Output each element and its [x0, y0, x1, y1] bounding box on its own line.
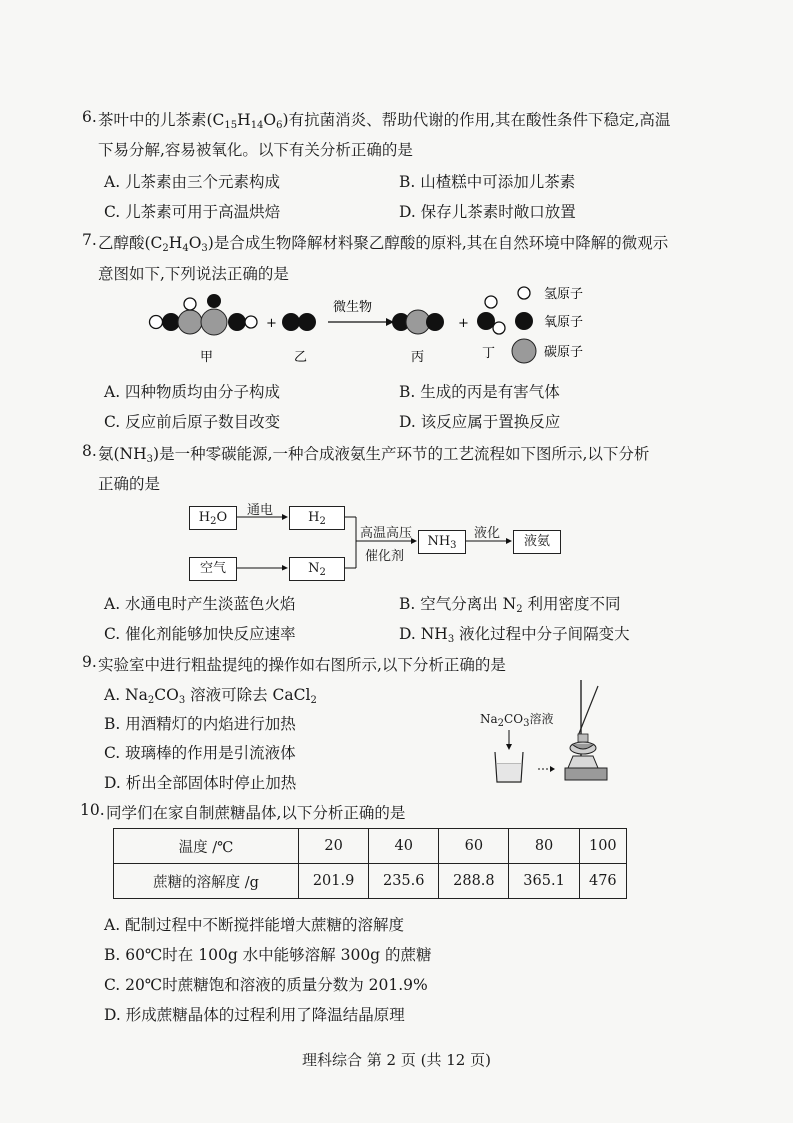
table-cell: 235.6: [369, 864, 439, 899]
q6-option-b: B. 山楂糕中可添加儿茶素: [399, 173, 576, 191]
q6-option-a: A. 儿茶素由三个元素构成: [104, 173, 281, 191]
label-jia: 甲: [200, 350, 214, 365]
legend-carbon: 碳原子: [544, 345, 584, 360]
iron-stand-icon: [565, 680, 607, 780]
table-row-temperature: [114, 829, 627, 864]
q8-stem-line2: 正确的是: [98, 475, 161, 493]
q6-number: 6.: [82, 108, 97, 126]
page-footer: 理科综合 第 2 页 (共 12 页): [302, 1051, 491, 1069]
q8-stem-line1: 氨$(NH_3)$是一种零碳能源,一种合成液氨生产环节的工艺流程如下图所示,以下分析: [98, 445, 650, 465]
table-cell: 100: [579, 829, 626, 864]
q9-option-d: D. 析出全部固体时停止加热: [104, 774, 297, 792]
legend-oxygen: 氧原子: [544, 315, 584, 330]
q9-option-b: B. 用酒精灯的内焰进行加热: [104, 715, 296, 733]
box-water: $H_2O$: [189, 506, 237, 530]
q9-apparatus: [488, 678, 618, 788]
q8-option-a: A. 水通电时产生淡蓝色火焰: [104, 595, 296, 613]
label-yi: 乙: [294, 350, 308, 365]
plus-sign-2: +: [458, 316, 469, 331]
q8-option-d: D. $NH_3$ 液化过程中分子间隔变大: [399, 625, 630, 645]
q10-stem: 同学们在家自制蔗糖晶体,以下分析正确的是: [106, 804, 406, 822]
table-cell: 60: [439, 829, 509, 864]
box-nitrogen: $N_2$: [289, 557, 345, 581]
label-ding: 丁: [482, 346, 496, 361]
q6-stem-line1: 茶叶中的儿茶素$(C_{15}H_{14}O_6)$有抗菌消炎、帮助代谢的作用,其在酸性条件下稳定,高温: [98, 111, 671, 131]
molecule-jia: [150, 294, 258, 335]
label-condition-1: 高温高压: [360, 526, 413, 541]
q6-option-c: C. 儿茶素可用于高温烘焙: [104, 203, 281, 221]
table-row-solubility: [114, 864, 627, 899]
label-condition-2: 催化剂: [365, 549, 405, 564]
molecule-ding: [477, 296, 505, 334]
legend-hydrogen: 氢原子: [544, 287, 584, 302]
molecule-bing: [392, 310, 444, 334]
box-hydrogen: $H_2$: [289, 506, 345, 530]
label-liquefy: 液化: [474, 526, 501, 541]
q7-option-a: A. 四种物质均由分子构成: [104, 383, 281, 401]
table-header-temperature: 温度 /℃: [114, 829, 299, 864]
arrow-label: 微生物: [333, 300, 373, 315]
q7-molecule-diagram: [140, 285, 630, 370]
q9-number: 9.: [82, 653, 97, 671]
box-air: 空气: [189, 557, 237, 581]
table-cell: 20: [299, 829, 369, 864]
q7-stem-line2: 意图如下,下列说法正确的是: [98, 265, 289, 283]
q10-number: 10.: [80, 801, 105, 819]
q9-figure-label: $Na_2CO_3$溶液: [480, 712, 554, 729]
solubility-table: [113, 828, 627, 899]
q6-option-d: D. 保存儿茶素时敞口放置: [399, 203, 576, 221]
q7-option-b: B. 生成的丙是有害气体: [399, 383, 560, 401]
q10-option-d: D. 形成蔗糖晶体的过程利用了降温结晶原理: [104, 1006, 405, 1024]
q7-option-c: C. 反应前后原子数目改变: [104, 413, 281, 431]
q6-stem-line2: 下易分解,容易被氧化。以下有关分析正确的是: [98, 141, 413, 159]
q8-option-c: C. 催化剂能够加快反应速率: [104, 625, 296, 643]
q7-number: 7.: [82, 231, 97, 249]
q9-stem: 实验室中进行粗盐提纯的操作如右图所示,以下分析正确的是: [98, 656, 506, 674]
q10-option-b: B. 60℃时在 100g 水中能够溶解 300g 的蔗糖: [104, 946, 432, 964]
molecule-yi: [282, 313, 316, 331]
table-cell: 80: [509, 829, 579, 864]
table-cell: 288.8: [439, 864, 509, 899]
table-header-solubility: 蔗糖的溶解度 /g: [114, 864, 299, 899]
table-cell: 476: [579, 864, 626, 899]
q8-option-b: B. 空气分离出 $N_2$ 利用密度不同: [399, 595, 621, 615]
box-liquid-ammonia: 液氨: [513, 530, 561, 554]
q7-stem-line1: 乙醇酸$(C_2H_4O_3)$是合成生物降解材料聚乙醇酸的原料,其在自然环境中降解的微观示: [98, 234, 669, 254]
table-cell: 365.1: [509, 864, 579, 899]
legend: [512, 287, 583, 363]
plus-sign-1: +: [266, 316, 277, 331]
table-cell: 201.9: [299, 864, 369, 899]
box-ammonia: $NH_3$: [418, 530, 466, 554]
q9-option-c: C. 玻璃棒的作用是引流液体: [104, 744, 296, 762]
beaker-icon: [495, 752, 523, 782]
label-bing: 丙: [411, 350, 425, 365]
label-electrolysis: 通电: [247, 503, 274, 518]
table-cell: 40: [369, 829, 439, 864]
q10-option-c: C. 20℃时蔗糖饱和溶液的质量分数为 201.9%: [104, 976, 428, 994]
q8-number: 8.: [82, 442, 97, 460]
q9-option-a: A. $Na_2CO_3$ 溶液可除去 CaCl$_2$: [104, 686, 317, 706]
q10-option-a: A. 配制过程中不断搅拌能增大蔗糖的溶解度: [104, 916, 405, 934]
q7-option-d: D. 该反应属于置换反应: [399, 413, 561, 431]
